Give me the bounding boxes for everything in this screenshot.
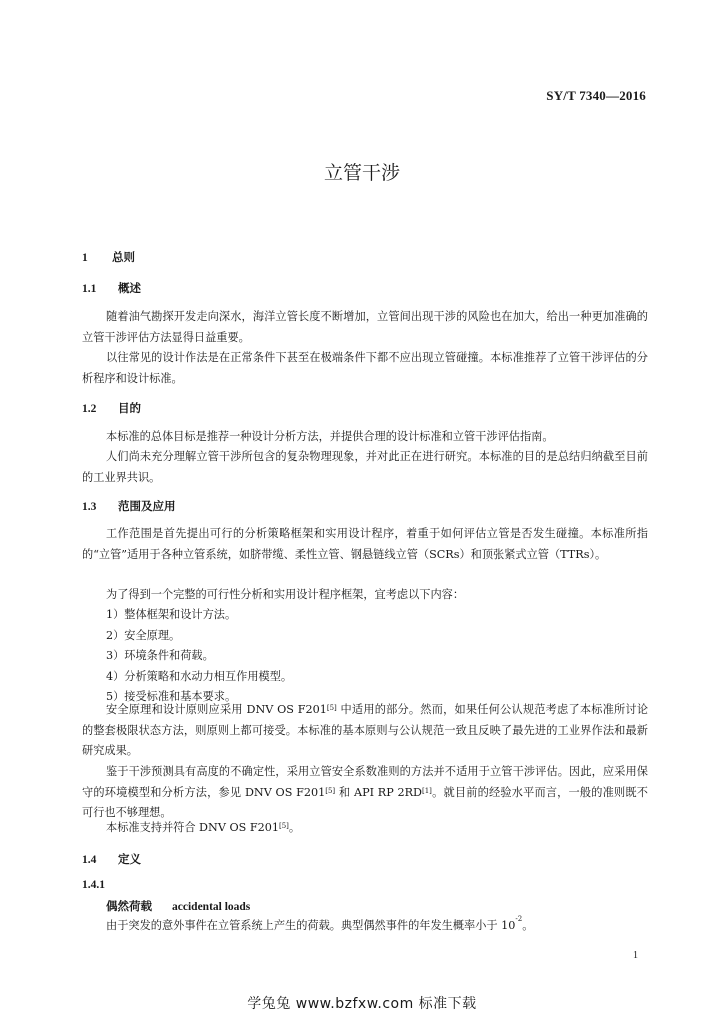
footer-watermark: 学兔兔 www.bzfxw.com 标准下载	[247, 996, 477, 1012]
section-number: 1.4	[82, 854, 97, 866]
text-run: 中适用的部分。然而，如果任何公认规范考虑了本标准所讨论的整套极限状态方法，则原则上都可接受。本标准的基本原则与公认规范一致且反映了最先进的工业界作法和最新研究成果。	[82, 703, 649, 757]
list-item: 5）接受标准和基本要求。	[106, 690, 237, 703]
page-number: 1	[633, 950, 638, 961]
section-1-2-heading	[82, 400, 141, 416]
paragraph: 人们尚未充分理解立管干涉所包含的复杂物理现象，并对此正在进行研究。本标准的目的是总结归纳截至目前的工业界共识。	[82, 450, 648, 484]
term-chinese: 偶然荷载	[106, 899, 152, 913]
paragraph	[82, 818, 648, 839]
list-item: 3）环境条件和荷载。	[106, 649, 214, 662]
paragraph	[82, 762, 648, 824]
text-run: 。就目前的经验水平而言，一般的准则既不可行也不够理想。	[82, 785, 648, 819]
list-item: 2）安全原理。	[106, 629, 181, 642]
term-number: 1.4.1	[82, 879, 105, 891]
section-number: 1	[82, 252, 88, 264]
citation-ref: [5]	[278, 822, 289, 830]
section-number: 1.3	[82, 501, 97, 513]
section-1-3-heading	[82, 498, 176, 514]
section-title: 总则	[112, 250, 136, 264]
page-title: 立管干涉	[323, 162, 400, 184]
section-title: 概述	[118, 281, 142, 295]
text-run: 安全原理和设计原则应采用 DNV OS F201	[106, 703, 327, 716]
list-item: 1）整体框架和设计方法。	[106, 608, 237, 621]
term-heading	[106, 898, 250, 914]
text-run: 。	[522, 919, 534, 932]
citation-ref: [1]	[421, 786, 432, 795]
paragraph: 以往常见的设计作法是在正常条件下甚至在极端条件下都不应出现立管碰撞。本标准推荐了立管干涉评估的分析程序和设计标准。	[82, 351, 648, 385]
section-number: 1.1	[82, 283, 97, 295]
citation-ref: [5]	[325, 786, 336, 795]
section-1-4-heading	[82, 851, 141, 867]
text-run: 鉴于干涉预测具有高度的不确定性，采用立管安全系数准则的方法并不适用于立管干涉评估。因此，应采用保守的环境模型和分析方法，参见 DNV OS F201	[82, 765, 648, 799]
standard-code: SY/T 7340—2016	[546, 88, 646, 103]
section-title: 目的	[118, 401, 142, 415]
list-item: 4）分析策略和水动力相互作用模型。	[106, 670, 293, 683]
section-1-heading	[82, 249, 135, 265]
text-run: 由于突发的意外事件在立管系统上产生的荷载。典型偶然事件的年发生概率小于 10	[106, 919, 516, 932]
text-run: 。	[288, 821, 301, 834]
section-title: 定义	[118, 852, 142, 866]
text-run: 本标准支持并符合 DNV OS F201	[106, 821, 279, 834]
section-title: 范围及应用	[118, 499, 176, 513]
term-definition	[106, 917, 533, 933]
section-number: 1.2	[82, 403, 97, 415]
paragraph: 工作范围是首先提出可行的分析策略框架和实用设计程序，着重于如何评估立管是否发生碰撞。本标准所指的“立管”适用于各种立管系统，如脐带缆、柔性立管、钢悬链线立管（SCRs）和顶张紧式立管（TTRs）。	[82, 527, 648, 561]
section-1-1-heading	[82, 280, 141, 296]
paragraph: 为了得到一个完整的可行性分析和实用设计程序框架，宜考虑以下内容：	[106, 588, 465, 601]
citation-ref: [5]	[326, 704, 337, 712]
paragraph: 本标准的总体目标是推荐一种设计分析方法，并提供合理的设计标准和立管干涉评估指南。	[106, 430, 554, 443]
paragraph	[82, 700, 648, 762]
exponent: -2	[515, 915, 523, 923]
text-run: 和 API RP 2RD	[335, 785, 422, 799]
term-english: accidental loads	[172, 901, 251, 913]
paragraph: 随着油气勘探开发走向深水，海洋立管长度不断增加，立管间出现干涉的风险也在加大，给出一种更加准确的立管干涉评估方法显得日益重要。	[82, 310, 648, 344]
